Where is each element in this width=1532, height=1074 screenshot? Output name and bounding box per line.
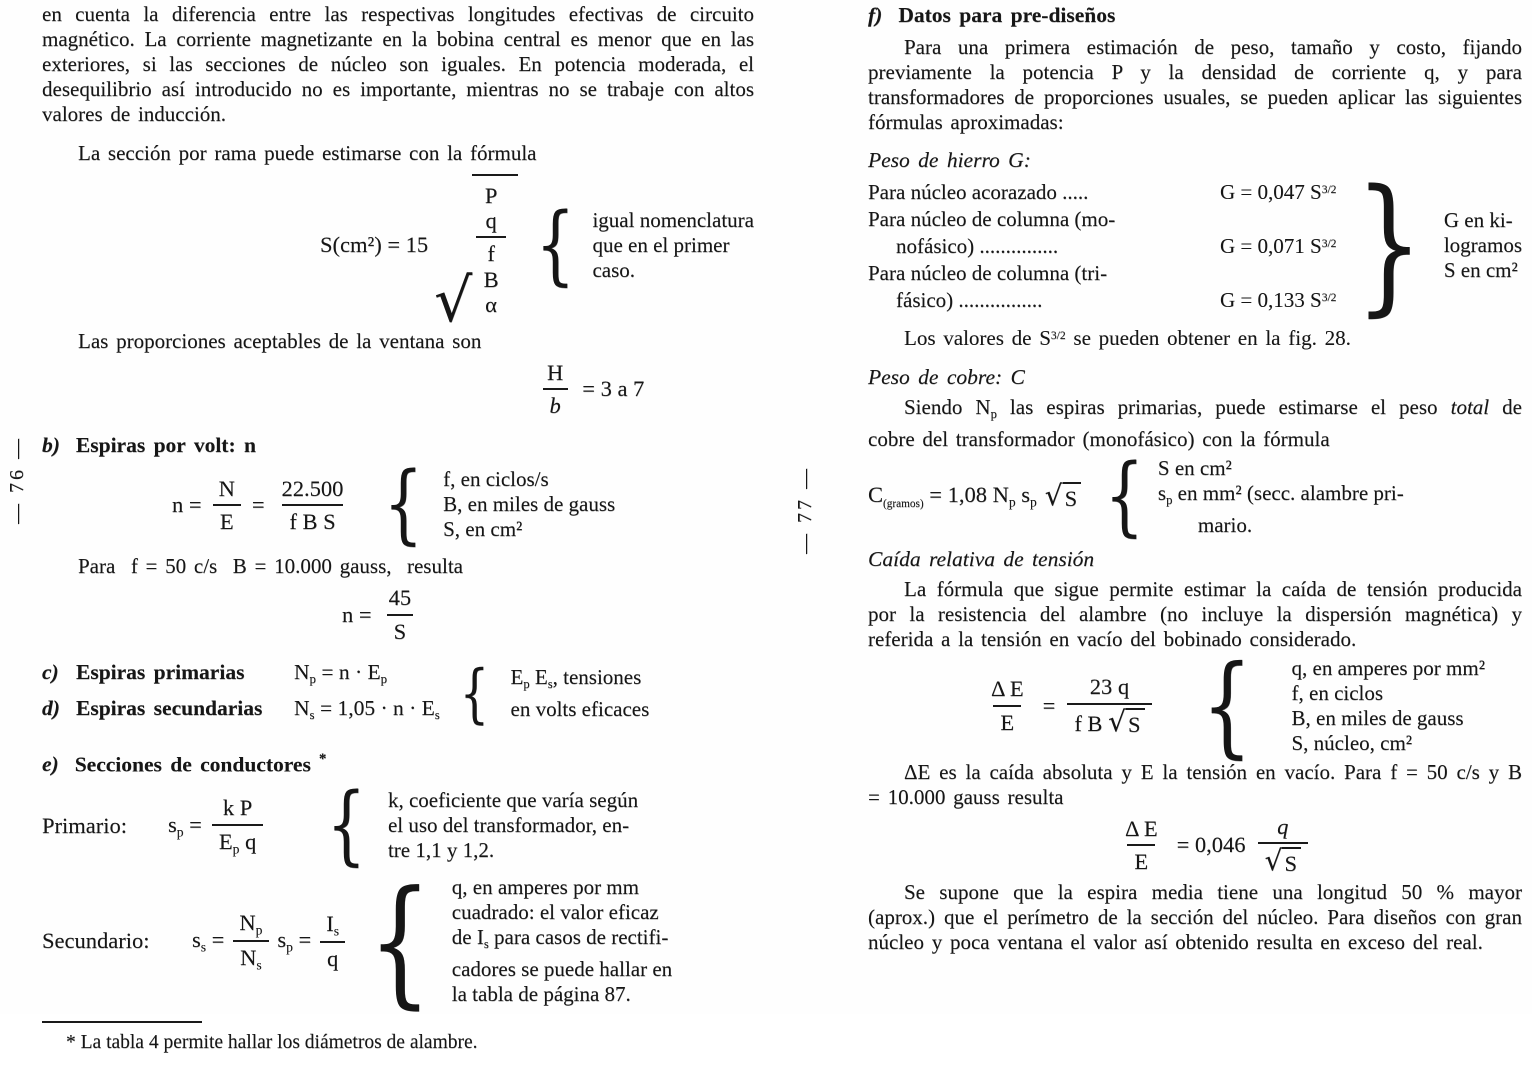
valores-line: Los valores de $S^{3/2}$ se pueden obtener en la fig. 28. — [904, 325, 1351, 350]
note-line: f, en ciclos — [1291, 680, 1384, 705]
note-line: S, núcleo, cm² — [1291, 730, 1413, 755]
caida-paragraph: La fórmula que sigue permite estimar la caída de tensión producida por la resistencia del alambre (no incluye la dispersión magnética) y referida a la tensión en vacío del bobinado considerado. — [868, 576, 1522, 651]
item-formula: Np = n · Ep — [294, 659, 388, 686]
seccion-lead-line: La sección por rama puede estimarse con la fórmula — [78, 141, 537, 165]
square-root: √ S — [1108, 708, 1144, 737]
note-line: cadores se puede hallar en — [451, 957, 673, 982]
left-brace-icon: { — [535, 194, 575, 295]
note-line: S en cm² — [1443, 257, 1518, 282]
row-label: Para núcleo acorazado ..... — [868, 179, 1089, 204]
radical-icon: √ — [1108, 704, 1126, 738]
formula-046 — [1118, 814, 1522, 876]
radical-icon: √ — [1044, 478, 1063, 512]
formula-lhs: sp = — [168, 811, 202, 839]
left-brace-icon: { — [459, 656, 489, 731]
row-formula: G = 0,071 $S^{3/2}$ — [1220, 233, 1337, 258]
note-line: caso. — [592, 257, 636, 282]
formula-lhs: S(cm²) = 15 — [320, 232, 429, 258]
item-label: Datos para pre-diseños — [898, 3, 1116, 27]
formula-note — [511, 665, 650, 722]
formula-espiras-por-volt — [172, 454, 754, 555]
note-line: igual nomenclatura — [592, 207, 754, 232]
note-line: cuadrado: el valor eficaz — [451, 900, 659, 925]
item-marker: e) — [42, 752, 59, 777]
para-f50: Para f = 50 c/s B = 10.000 gauss, resulta — [78, 554, 463, 579]
row-formula: G = 0,047 $S^{3/2}$ — [1220, 179, 1337, 204]
note-line: de Is para casos de rectifi- — [451, 925, 669, 952]
note-line: B, en miles de gauss — [443, 492, 616, 517]
formula-lhs: $C_{(gramos)} = 1,08$ Np sp — [868, 482, 1037, 511]
items-c-d-block — [42, 658, 754, 730]
footnote-rule — [42, 1021, 202, 1023]
intro-paragraph: en cuenta la diferencia entre las respectivas longitudes efectivas de circuito magnético. La corriente magnetizante en la bobina central es menor que en las exteriores, si las secciones de núcleo son iguales. En potencia moderada, el desequilibrio así introducido no es importante, mientras no se trabaje con altos valores de inducción. — [42, 2, 754, 126]
note-line: logramos — [1443, 232, 1522, 257]
left-brace-icon: { — [1201, 640, 1252, 769]
formula-lhs: ss = — [192, 927, 225, 955]
formula-rhs: = 3 a 7 — [582, 376, 645, 402]
item-label: Secciones de conductores — [74, 752, 311, 777]
equals-sign: = — [251, 491, 265, 517]
note-line: Ep Es, tensiones — [510, 665, 642, 692]
denominator: b — [543, 388, 568, 418]
left-brace-icon: { — [326, 775, 367, 876]
denominator: E — [993, 705, 1021, 735]
delta-e-paragraph: ΔE es la caída absoluta y E la tensión en vacío. Para f = 50 c/s y B = 10.000 gauss resulta — [868, 759, 1522, 809]
formula-primario — [42, 775, 754, 876]
formula-note — [592, 208, 754, 283]
left-brace-icon: { — [1104, 446, 1145, 547]
formula-ventana — [540, 360, 754, 418]
item-label: Espiras secundarias — [76, 695, 263, 720]
numerator: 23 q — [1089, 674, 1130, 700]
row-label: Para núcleo de columna (mo- nofásico) ............... — [868, 206, 1116, 258]
heading-caida-tension: Caída relativa de tensión — [868, 546, 1095, 571]
item-label: Espiras por volt: n — [75, 433, 256, 458]
item-marker: d) — [42, 695, 60, 720]
note-line: B, en miles de gauss — [1291, 705, 1464, 730]
formula-note — [388, 788, 638, 863]
note-line: mario. — [1197, 512, 1253, 537]
square-root — [434, 174, 518, 336]
numerator: Δ E — [991, 676, 1024, 702]
numerator: N — [218, 475, 235, 501]
note-line: G en ki- — [1443, 207, 1513, 232]
denominator: Ns — [233, 940, 269, 972]
row-label: Secundario: — [42, 928, 150, 954]
hierro-row — [868, 177, 1342, 206]
formula-note — [1158, 456, 1404, 538]
final-paragraph: Se supone que la espira media tiene una longitud 50 % mayor (aprox.) que el perímetro de la sección del núcleo. Para diseños con gran núcleo y poca ventana el valor así obtenido resulta en exceso del real. — [868, 879, 1522, 954]
heading-peso-hierro: Peso de hierro G: — [868, 148, 1031, 172]
formula-delta-e — [984, 640, 1522, 769]
numerator: H — [547, 359, 564, 385]
left-brace-icon: { — [368, 860, 432, 1022]
left-page-column — [42, 2, 754, 1074]
formula-note — [1444, 208, 1522, 283]
formula-lhs: n = — [342, 601, 372, 627]
denominator: S — [387, 614, 414, 644]
denominator: f B √ S — [1067, 703, 1151, 737]
row-label: Primario: — [42, 812, 127, 838]
heading-e-secciones — [42, 746, 754, 778]
note-line: S, en cm² — [443, 517, 523, 542]
denominator: f B α — [476, 236, 505, 317]
hierro-row — [868, 206, 1342, 260]
formula-secundario — [42, 860, 754, 1022]
formula-n45 — [342, 585, 754, 643]
square-root: √ S — [1265, 847, 1301, 876]
note-line: f, en ciclos/s — [443, 467, 549, 492]
right-page-column — [868, 2, 1522, 955]
page-number-left: — 76 — — [6, 436, 28, 524]
row-label: Para núcleo de columna (tri- fásico) ................ — [868, 260, 1108, 312]
numerator: Np — [239, 909, 263, 938]
note-line: tre 1,1 y 1,2. — [387, 838, 495, 863]
row-formula: G = 0,133 $S^{3/2}$ — [1220, 287, 1337, 312]
numerator: k P — [222, 795, 253, 821]
numerator: Δ E — [1125, 815, 1158, 841]
intro-paragraph: Para una primera estimación de peso, tamaño y costo, fijando previamente la potencia P y la densidad de corriente q, y para transformadores de proporciones usuales, se pueden aplicar las siguientes fórmulas aproximadas: — [868, 35, 1522, 134]
formula-note — [1292, 656, 1486, 756]
note-line: S en cm² — [1157, 455, 1232, 480]
radical-icon: √ — [1264, 843, 1283, 877]
note-line: q, en amperes por mm² — [1291, 655, 1485, 680]
item-label: Espiras primarias — [76, 659, 245, 684]
left-brace-icon: { — [384, 454, 424, 555]
cobre-paragraph: Siendo Np las espiras primarias, puede estimarse el peso total de cobre del transformador (monofásico) con la fórmula — [868, 394, 1523, 451]
note-line: la tabla de página 87. — [451, 982, 631, 1007]
note-line: k, coeficiente que varía según — [387, 788, 639, 813]
ventana-lead-line: Las proporciones aceptables de la ventana son — [78, 328, 482, 353]
formula-cobre — [868, 446, 1522, 547]
numerator: P q — [484, 183, 498, 234]
formula-note — [452, 875, 672, 1007]
note-line: que en el primer — [592, 232, 730, 257]
note-line: el uso del transformador, en- — [387, 813, 630, 838]
denominator: E — [213, 504, 241, 534]
item-c-row — [42, 658, 440, 694]
right-brace-icon: } — [1354, 158, 1423, 331]
equals-sign: = 0,046 — [1176, 831, 1246, 857]
note-line: en volts eficaces — [510, 697, 650, 722]
page-number-right: — 77 — — [794, 466, 816, 554]
item-d-row — [42, 694, 440, 730]
formula-seccion-rama — [320, 174, 754, 336]
footnote-text: * La tabla 4 permite hallar los diámetros de alambre. — [66, 1032, 478, 1054]
numerator: 22.500 — [281, 475, 344, 501]
heading-f-datos — [868, 2, 1522, 29]
denominator — [1258, 842, 1308, 876]
item-marker: b) — [42, 433, 60, 458]
denominator: Ep q — [212, 824, 263, 856]
hierro-row — [868, 260, 1342, 314]
denominator: f B S — [282, 504, 342, 534]
note-line: sp en mm² (secc. alambre pri- — [1157, 480, 1404, 507]
numerator: q — [1277, 813, 1289, 839]
item-marker: f) — [868, 3, 883, 27]
formula-note — [443, 467, 615, 542]
item-marker: c) — [42, 659, 59, 684]
equals-sign: = — [1042, 692, 1056, 718]
square-root: √ S — [1045, 482, 1081, 512]
numerator: 45 — [388, 585, 412, 611]
note-line: q, en amperes por mm — [451, 875, 639, 900]
italic-word: total — [1450, 394, 1490, 419]
heading-peso-cobre: Peso de cobre: C — [868, 364, 1025, 389]
numerator: Is — [326, 910, 339, 939]
radical-icon: √ — [434, 265, 473, 336]
item-formula: Ns = 1,05 · n · Es — [294, 695, 440, 722]
formula-mid: sp = — [277, 927, 312, 955]
formula-lhs: n = — [172, 491, 202, 517]
denominator: E — [1127, 844, 1155, 874]
denominator: q — [320, 941, 345, 971]
footnote-asterisk: * — [318, 750, 327, 767]
